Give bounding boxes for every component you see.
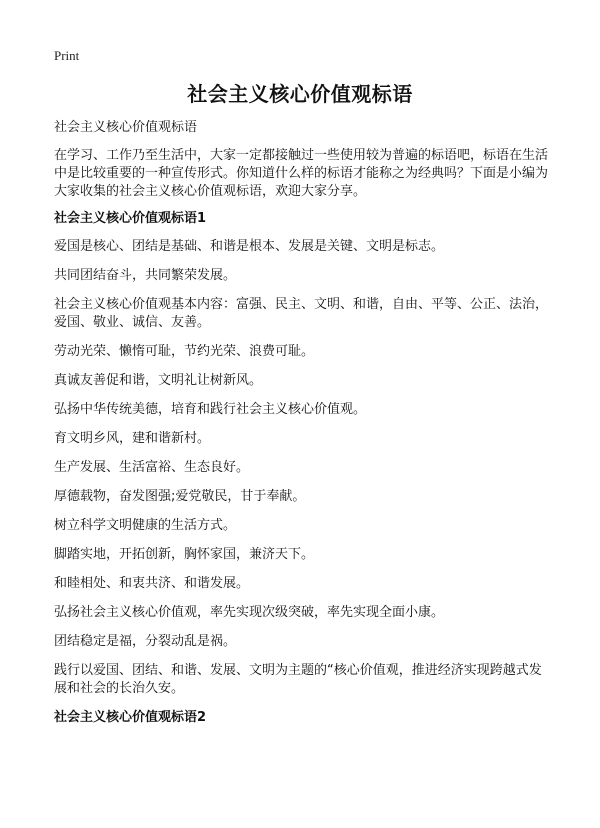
slogan-paragraph: 社会主义核心价值观基本内容：富强、民主、文明、和谐，自由、平等、公正、法治，爱国、敬业、诚信、友善。 (54, 297, 549, 330)
page-title: 社会主义核心价值观标语 (187, 82, 413, 106)
section-heading-1: 社会主义核心价值观标语1 (54, 211, 207, 226)
article-body (54, 119, 554, 737)
slogan-paragraph: 厚德载物，奋发图强;爱党敬民，甘于奉献。 (54, 489, 306, 504)
slogan-paragraph: 和睦相处、和衷共济、和谐发展。 (54, 576, 250, 591)
section-heading-2: 社会主义核心价值观标语2 (54, 710, 207, 725)
slogan-paragraph: 爱国是核心、团结是基础、和谐是根本、发展是关键、文明是标志。 (54, 239, 445, 254)
slogan-paragraph: 弘扬社会主义核心价值观，率先实现次级突破，率先实现全面小康。 (54, 605, 445, 620)
slogan-paragraph: 育文明乡风，建和谐新村。 (54, 431, 211, 446)
slogan-paragraph: 弘扬中华传统美德，培育和践行社会主义核心价值观。 (54, 402, 367, 417)
slogan-paragraph: 树立科学文明健康的生活方式。 (54, 518, 237, 533)
slogan-paragraph: 真诚友善促和谐，文明礼让树新风。 (54, 373, 263, 388)
print-link[interactable]: Print (54, 48, 80, 63)
slogan-paragraph: 劳动光荣、懒惰可耻，节约光荣、浪费可耻。 (54, 344, 315, 359)
slogan-paragraph: 团结稳定是福，分裂动乱是祸。 (54, 634, 237, 649)
slogan-paragraph: 脚踏实地，开拓创新，胸怀家国，兼济天下。 (54, 547, 315, 562)
intro-paragraph: 在学习、工作乃至生活中，大家一定都接触过一些使用较为普遍的标语吧，标语在生活中是比较重要的一种宣传形式。你知道什么样的标语才能称之为经典吗？下面是小编为大家收集的社会主义核心价值观标语，欢迎大家分享。 (54, 148, 549, 199)
article-subtitle: 社会主义核心价值观标语 (54, 120, 198, 135)
slogan-paragraph: 生产发展、生活富裕、生态良好。 (54, 460, 250, 475)
slogan-paragraph: 践行以爱国、团结、和谐、发展、文明为主题的“核心价值观，推进经济实现跨越式发展和社会的长治久安。 (54, 663, 542, 696)
slogan-paragraph: 共同团结奋斗，共同繁荣发展。 (54, 268, 237, 283)
